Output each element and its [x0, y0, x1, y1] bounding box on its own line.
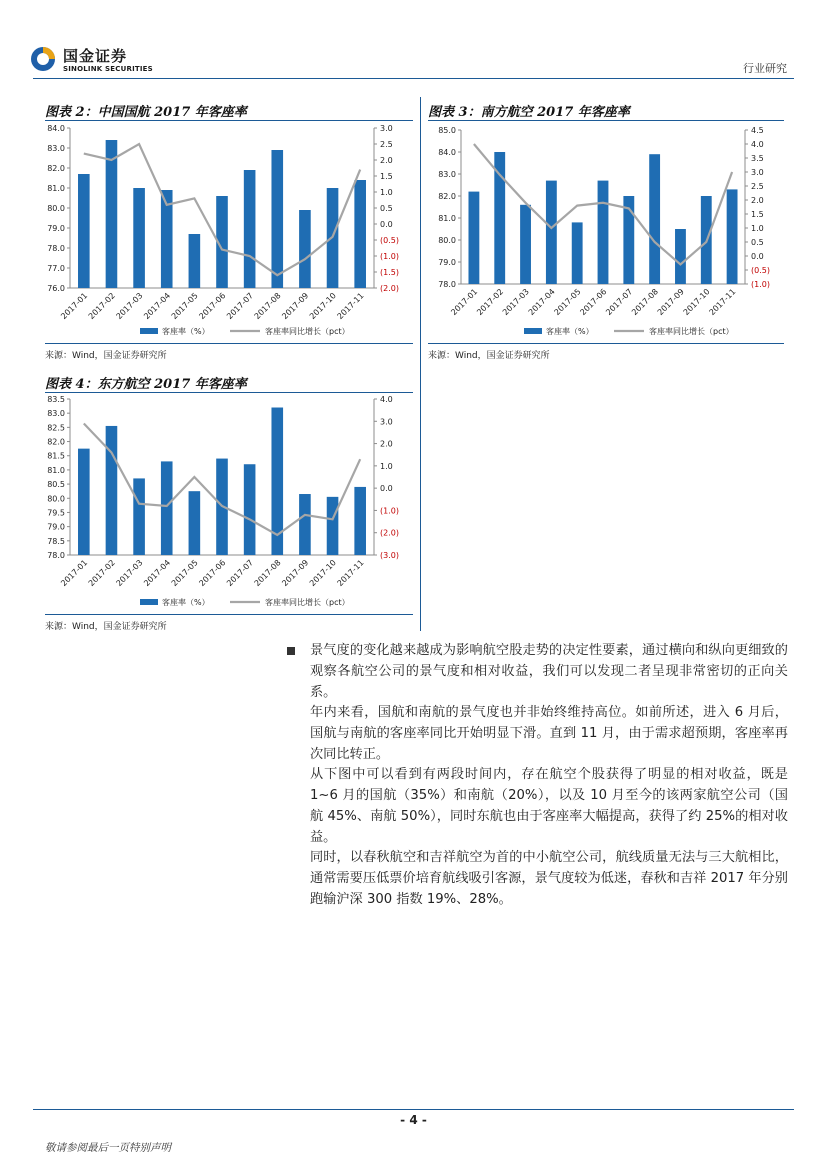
chart2-source: 来源：Wind，国金证券研究所: [428, 351, 550, 361]
legend-line-label: 客座率同比增长（pct）: [649, 327, 734, 336]
bar: [189, 234, 201, 288]
y-tick-label-left: 79.0: [438, 258, 456, 267]
y-tick-label-left: 84.0: [438, 148, 456, 157]
y-tick-label-right: 3.0: [380, 417, 393, 427]
y-tick-label-left: 85.0: [438, 126, 456, 135]
y-tick-label-right: (2.0): [380, 284, 399, 293]
logo-mark-icon: [30, 46, 56, 72]
y-tick-label-right: 3.0: [751, 168, 764, 177]
logo-text-cn: 国金证券: [63, 47, 128, 65]
footer-note: 敬请参阅最后一页特别声明: [45, 1142, 171, 1154]
y-tick-label-right: 1.0: [380, 188, 393, 197]
y-tick-label-right: 3.0: [380, 124, 393, 133]
x-tick-label: 2017-08: [630, 287, 661, 318]
y-tick-label-left: 81.0: [47, 465, 65, 475]
y-tick-label-left: 82.5: [47, 423, 65, 433]
x-tick-label: 2017-10: [307, 558, 338, 589]
y-tick-label-left: 76.0: [47, 284, 65, 293]
x-tick-label: 2017-09: [280, 558, 311, 589]
bullet-icon: [287, 647, 295, 655]
legend-bar-swatch: [524, 328, 542, 334]
x-tick-label: 2017-09: [655, 287, 686, 318]
bar: [299, 494, 311, 555]
footer-rule: [33, 1109, 794, 1110]
x-tick-label: 2017-11: [335, 558, 366, 589]
x-tick-label: 2017-11: [707, 287, 738, 318]
bar: [598, 181, 609, 284]
column-separator-lower: [420, 371, 421, 631]
legend-bar-label: 客座率（%）: [162, 327, 210, 336]
x-tick-label: 2017-05: [169, 291, 200, 322]
paragraph-3: 从下图中可以看到有两段时间内，存在航空个股获得了明显的相对收益，既是 1~6 月的国航（35%）和南航（20%），以及 10 月至今的该两家航空公司（国航 45%、南航 50%），同时东航也由于客座率大幅提高，获得了约 25%的相对收益。: [310, 767, 788, 845]
chart3-plot: [40, 393, 416, 615]
x-tick-label: 2017-03: [114, 291, 145, 322]
y-tick-label-right: (0.5): [751, 266, 770, 275]
x-tick-label: 2017-10: [681, 287, 712, 318]
legend-bar-label: 客座率（%）: [162, 598, 210, 607]
bar: [133, 478, 145, 555]
bar: [78, 174, 90, 288]
y-tick-label-right: 4.5: [751, 126, 764, 135]
y-tick-label-right: 3.5: [751, 154, 764, 163]
bar: [106, 140, 118, 288]
bar: [649, 154, 660, 284]
y-tick-label-left: 79.0: [47, 224, 65, 233]
paragraph-4: 同时，以春秋航空和吉祥航空为首的中小航空公司，航线质量无法与三大航相比，通常需要压低票价培育航线吸引客源，景气度较为低迷，春秋和吉祥 2017 年分别跑输沪深 300 指数 19%、28%。: [310, 850, 788, 907]
y-tick-label-left: 78.0: [47, 244, 65, 253]
bar: [572, 222, 583, 284]
y-tick-label-right: (3.0): [380, 551, 399, 560]
x-tick-label: 2017-09: [280, 291, 311, 322]
y-tick-label-left: 79.5: [47, 508, 65, 518]
y-tick-label-right: 1.5: [380, 172, 393, 181]
bar: [546, 181, 557, 284]
y-tick-label-left: 80.0: [47, 494, 65, 504]
x-tick-label: 2017-06: [578, 287, 609, 318]
x-tick-label: 2017-02: [86, 558, 117, 589]
legend-bar-swatch: [140, 599, 158, 605]
y-tick-label-left: 80.0: [47, 204, 65, 213]
x-tick-label: 2017-07: [604, 287, 635, 318]
y-tick-label-right: 0.0: [380, 220, 393, 229]
y-tick-label-right: 1.0: [380, 461, 393, 471]
x-tick-label: 2017-05: [552, 287, 583, 318]
bar: [327, 497, 339, 555]
logo: [30, 44, 190, 80]
y-tick-label-right: 2.0: [751, 196, 764, 205]
y-tick-label-right: (1.0): [751, 280, 770, 289]
x-tick-label: 2017-08: [252, 291, 283, 322]
chart1-source: 来源：Wind，国金证券研究所: [45, 351, 167, 361]
y-tick-label-left: 83.0: [47, 144, 65, 153]
chart1-plot: [40, 122, 416, 344]
y-tick-label-left: 81.0: [47, 184, 65, 193]
chart3-title: 图表 4：东方航空 2017 年客座率: [45, 377, 247, 392]
y-tick-label-left: 80.0: [438, 236, 456, 245]
x-tick-label: 2017-02: [475, 287, 506, 318]
y-tick-label-right: 4.0: [751, 140, 764, 149]
y-tick-label-right: 2.5: [380, 140, 393, 149]
x-tick-label: 2017-03: [114, 558, 145, 589]
bar: [354, 180, 366, 288]
y-tick-label-left: 83.0: [438, 170, 456, 179]
y-tick-label-right: (0.5): [380, 236, 399, 245]
y-tick-label-left: 78.5: [47, 536, 65, 546]
section-label: 行业研究: [743, 62, 787, 75]
y-tick-label-left: 82.0: [47, 164, 65, 173]
y-tick-label-right: 2.0: [380, 156, 393, 165]
x-tick-label: 2017-02: [86, 291, 117, 322]
y-tick-label-left: 80.5: [47, 480, 65, 490]
bar: [78, 449, 90, 555]
x-tick-label: 2017-01: [59, 558, 90, 589]
y-tick-label-right: (1.0): [380, 252, 399, 261]
y-tick-label-right: 0.5: [751, 238, 764, 247]
page-number: - 4 -: [400, 1113, 427, 1127]
x-tick-label: 2017-04: [526, 287, 557, 318]
y-tick-label-left: 82.0: [438, 192, 456, 201]
bar: [133, 188, 145, 288]
bar: [675, 229, 686, 284]
y-tick-label-right: 0.5: [380, 204, 393, 213]
y-tick-label-left: 83.5: [47, 395, 65, 404]
y-tick-label-right: (2.0): [380, 528, 399, 538]
bar: [727, 189, 738, 284]
y-tick-label-right: 0.0: [751, 252, 764, 261]
chart2-plot: [424, 122, 790, 344]
bar: [468, 192, 479, 284]
logo-text-en: SINOLINK SECURITIES: [63, 65, 153, 73]
y-tick-label-left: 82.0: [47, 437, 65, 447]
y-tick-label-left: 84.0: [47, 124, 65, 133]
bar: [244, 464, 256, 555]
x-tick-label: 2017-11: [335, 291, 366, 322]
legend-bar-label: 客座率（%）: [546, 327, 594, 336]
header-rule: [33, 78, 794, 79]
x-tick-label: 2017-07: [225, 558, 256, 589]
x-tick-label: 2017-04: [142, 558, 173, 589]
y-tick-label-left: 78.0: [47, 551, 65, 560]
x-tick-label: 2017-06: [197, 291, 228, 322]
y-tick-label-left: 81.0: [438, 214, 456, 223]
y-tick-label-right: 2.0: [380, 439, 393, 449]
column-separator: [420, 97, 421, 372]
x-tick-label: 2017-04: [142, 291, 173, 322]
bar: [271, 150, 283, 288]
y-tick-label-right: 1.0: [751, 224, 764, 233]
paragraph-2: 年内来看，国航和南航的景气度也并非始终维持高位。如前所述，进入 6 月后，国航与南航的客座率同比开始明显下滑。直到 11 月，由于需求超预期，客座率再次同比转正。: [310, 705, 788, 762]
y-tick-label-right: (1.0): [380, 506, 399, 516]
legend-line-label: 客座率同比增长（pct）: [265, 327, 350, 336]
y-tick-label-right: 2.5: [751, 182, 764, 191]
x-tick-label: 2017-03: [500, 287, 531, 318]
y-tick-label-right: 0.0: [380, 484, 393, 494]
bar: [244, 170, 256, 288]
y-tick-label-left: 83.0: [47, 409, 65, 419]
x-tick-label: 2017-06: [197, 558, 228, 589]
bar: [189, 491, 201, 555]
bar: [161, 461, 173, 555]
chart1-title-rule: [45, 120, 413, 121]
bar: [299, 210, 311, 288]
chart1-bottom-rule: [45, 343, 413, 344]
y-tick-label-left: 79.0: [47, 522, 65, 532]
y-tick-label-left: 77.0: [47, 264, 65, 273]
y-tick-label-left: 81.5: [47, 451, 65, 461]
x-tick-label: 2017-08: [252, 558, 283, 589]
x-tick-label: 2017-05: [169, 558, 200, 589]
x-tick-label: 2017-01: [59, 291, 90, 322]
chart2-title-rule: [428, 120, 784, 121]
y-tick-label-right: (1.5): [380, 268, 399, 277]
bar: [354, 487, 366, 555]
bar: [106, 426, 118, 555]
x-tick-label: 2017-01: [449, 287, 480, 318]
paragraph-1: 景气度的变化越来越成为影响航空股走势的决定性要素，通过横向和纵向更细致的观察各航空公司的景气度和相对收益，我们可以发现二者呈现非常密切的正向关系。: [310, 643, 788, 700]
chart1-title: 图表 2：中国国航 2017 年客座率: [45, 105, 247, 120]
legend-line-label: 客座率同比增长（pct）: [265, 598, 350, 607]
legend-bar-swatch: [140, 328, 158, 334]
x-tick-label: 2017-07: [225, 291, 256, 322]
y-tick-label-right: 4.0: [380, 395, 393, 404]
y-tick-label-right: 1.5: [751, 210, 764, 219]
chart3-bottom-rule: [45, 614, 413, 615]
x-tick-label: 2017-10: [307, 291, 338, 322]
bar: [520, 205, 531, 284]
y-tick-label-left: 78.0: [438, 280, 456, 289]
chart3-source: 来源：Wind，国金证券研究所: [45, 622, 167, 632]
chart2-title: 图表 3：南方航空 2017 年客座率: [428, 105, 630, 120]
chart2-bottom-rule: [428, 343, 784, 344]
